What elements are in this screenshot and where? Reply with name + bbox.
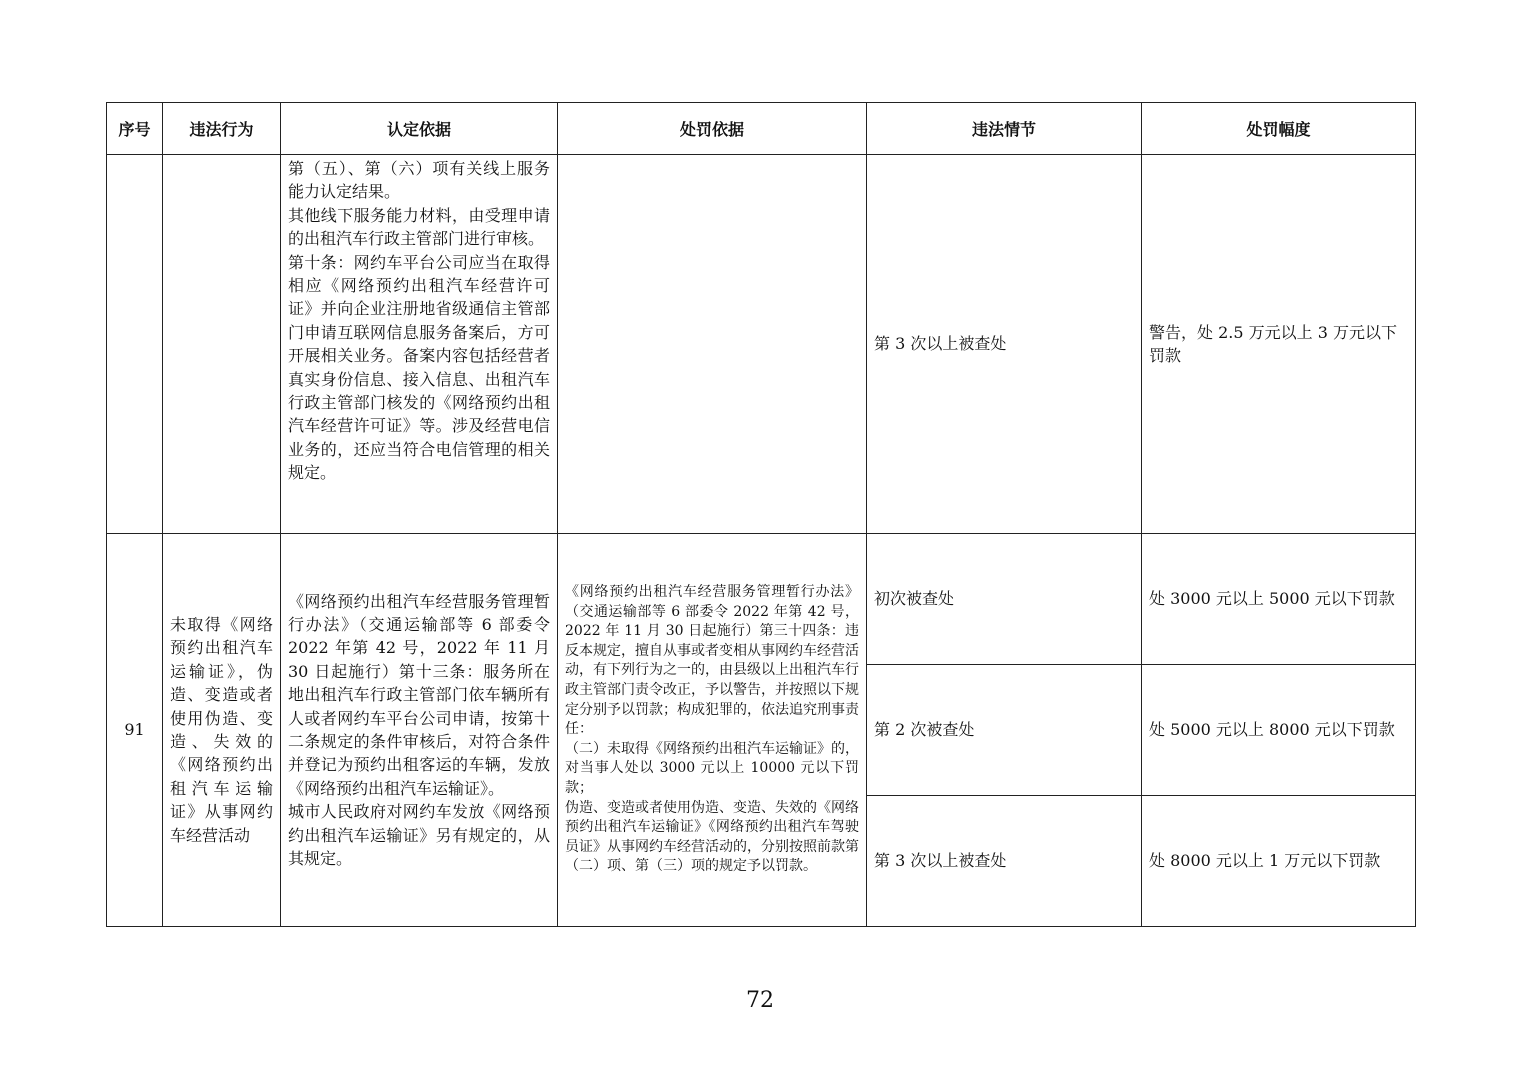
cell-circumstance-level-1: 初次被查处	[867, 534, 1142, 665]
cell-behavior: 未取得《网络预约出租汽车运输证》，伪造、变造或者使用伪造、变造、失效的《网络预约出租汽车运输证》从事网约车经营活动	[163, 534, 281, 927]
basis-paragraph: 第（五）、第（六）项有关线上服务能力认定结果。	[288, 159, 550, 202]
basis-paragraph: 其他线下服务能力材料，由受理申请的出租汽车行政主管部门进行审核。	[288, 205, 550, 249]
cell-basis-continued	[281, 155, 558, 534]
penalty-basis-paragraph: 伪造、变造或者使用伪造、变造、失效的《网络预约出租汽车运输证》《网络预约出租汽车驾驶员证》从事网约车经营活动的，分别按照前款第（二）项、第（三）项的规定予以罚款。	[565, 799, 859, 875]
cell-circumstance: 第 3 次以上被查处	[867, 155, 1142, 534]
cell-basis	[281, 534, 558, 927]
header-basis: 认定依据	[281, 103, 558, 155]
basis-paragraph: 城市人民政府对网约车发放《网络预约出租汽车运输证》另有规定的，从其规定。	[288, 802, 550, 869]
cell-penalty-basis-empty	[558, 155, 867, 534]
page-number: 72	[746, 988, 774, 1013]
penalty-basis-paragraph: （二）未取得《网络预约出租汽车运输证》的，对当事人处以 3000 元以上 10000 元以下罚款；	[565, 740, 859, 796]
cell-behavior-empty	[163, 155, 281, 534]
header-circumstance: 违法情节	[867, 103, 1142, 155]
header-penalty-basis: 处罚依据	[558, 103, 867, 155]
cell-penalty-level-3: 处 8000 元以上 1 万元以下罚款	[1142, 796, 1416, 927]
basis-paragraph: 第十条：网约车平台公司应当在取得相应《网络预约出租汽车经营许可证》并向企业注册地省级通信主管部门申请互联网信息服务备案后，方可开展相关业务。备案内容包括经营者真实身份信息、接入信息、出租汽车行政主管部门核发的《网络预约出租汽车经营许可证》等。涉及经营电信业务的，还应当符合电信管理的相关规定。	[288, 252, 550, 483]
header-behavior: 违法行为	[163, 103, 281, 155]
penalty-basis-paragraph: 《网络预约出租汽车经营服务管理暂行办法》（交通运输部等 6 部委令 2022 年第 42 号，2022 年 11 月 30 日起施行）第三十四条：违反本规定，擅自从事或者变相从事网约车经营活动，有下列行为之一的，由县级以上出租汽车行政主管部门责令改正，予以警告，并按照以下规定分别予以罚款；构成犯罪的，依法追究刑事责任：	[565, 584, 859, 738]
cell-seq-empty	[107, 155, 163, 534]
penalty-table	[106, 102, 1416, 927]
cell-penalty-level-2: 处 5000 元以上 8000 元以下罚款	[1142, 665, 1416, 796]
basis-paragraph: 《网络预约出租汽车经营服务管理暂行办法》（交通运输部等 6 部委令 2022 年第 42 号，2022 年 11 月 30 日起施行）第十三条：服务所在地出租汽车行政主管部门依车辆所有人或者网约车平台公司申请，按第十二条规定的条件审核后，对符合条件并登记为预约出租客运的车辆，发放《网络预约出租汽车运输证》。	[288, 591, 550, 798]
table-row-continued	[107, 155, 1416, 534]
cell-penalty-basis	[558, 534, 867, 927]
cell-circumstance-level-2: 第 2 次被查处	[867, 665, 1142, 796]
header-penalty: 处罚幅度	[1142, 103, 1416, 155]
cell-penalty-level-1: 处 3000 元以上 5000 元以下罚款	[1142, 534, 1416, 665]
cell-penalty: 警告，处 2.5 万元以上 3 万元以下罚款	[1142, 155, 1416, 534]
cell-circumstance-level-3: 第 3 次以上被查处	[867, 796, 1142, 927]
header-row	[107, 103, 1416, 155]
header-seq: 序号	[107, 103, 163, 155]
table-row-91	[107, 534, 1416, 665]
cell-seq: 91	[107, 534, 163, 927]
